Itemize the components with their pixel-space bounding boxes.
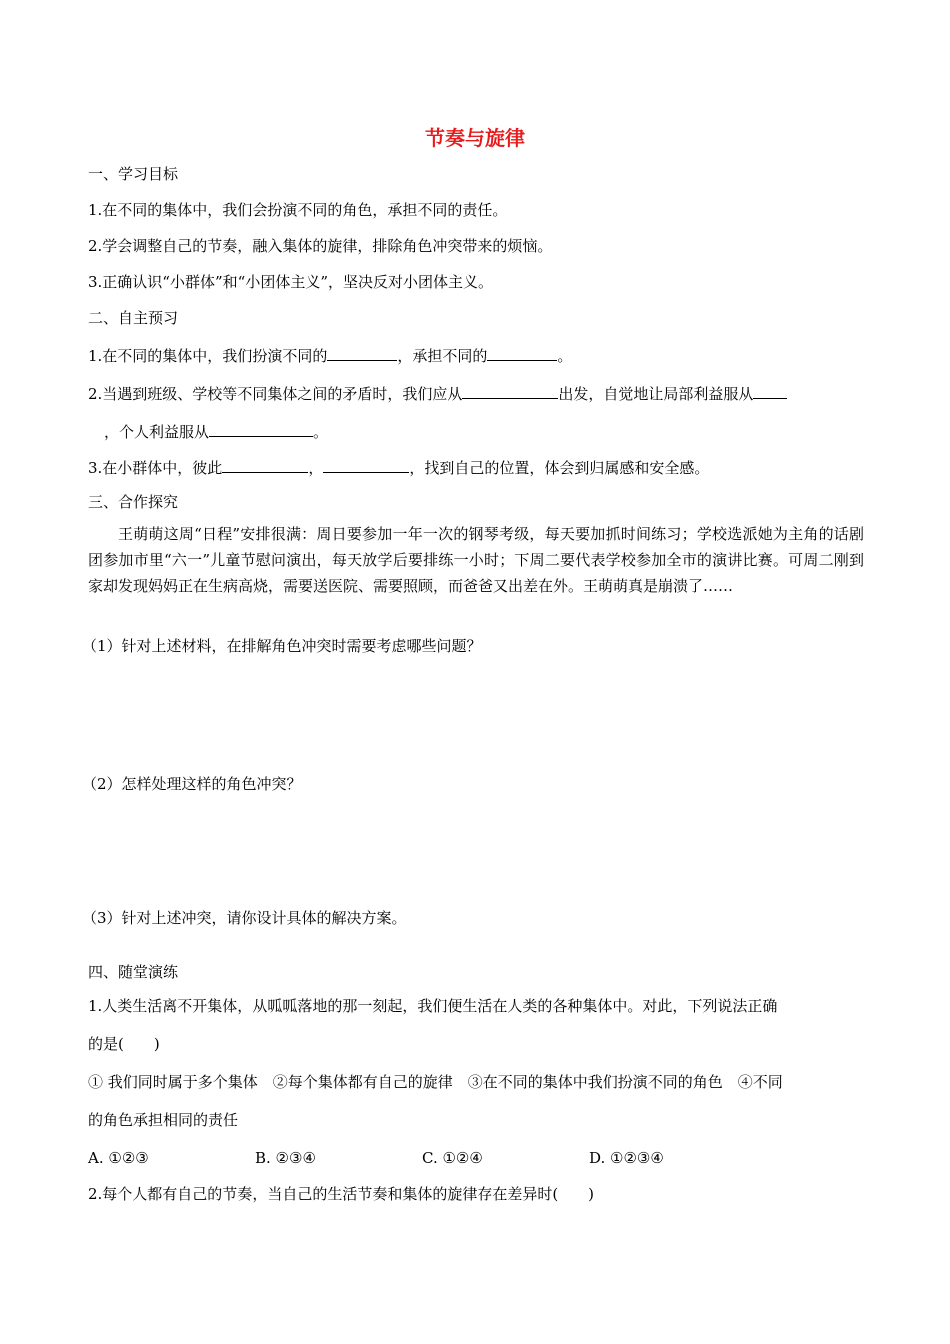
fill-blank[interactable] — [209, 420, 313, 437]
fill-blank[interactable] — [327, 344, 397, 361]
objective-item: 1.在不同的集体中，我们会扮演不同的角色，承担不同的责任。 — [88, 201, 508, 219]
section-heading-preview: 二、自主预习 — [88, 309, 179, 327]
question-text: ，个人利益服从 — [104, 423, 210, 441]
preview-question-3 — [88, 456, 709, 478]
fill-blank[interactable] — [222, 456, 308, 473]
question-text: ， — [308, 459, 324, 477]
question-text: 出发，自觉地让局部利益服从 — [558, 385, 754, 403]
explore-question: （1）针对上述材料，在排解角色冲突时需要考虑哪些问题？ — [82, 637, 482, 655]
case-passage: 王萌萌这周“日程”安排很满：周日要参加一年一次的钢琴考级，每天要加抓时间练习；学校选派她为主角的话剧团参加市里“六一”儿童节慰问演出，每天放学后要排练一小时；下周二要代表学校参加全市的演讲比赛。可周二刚到家却发现妈妈正在生病高烧，需要送医院、需要照顾，而爸爸又出差在外。王萌萌真是崩溃了…… — [88, 525, 864, 595]
question-text: 。 — [313, 423, 329, 441]
option-d[interactable]: D. ①②③④ — [589, 1149, 664, 1167]
section-heading-explore: 三、合作探究 — [88, 493, 179, 511]
question-text: 3.在小群体中，彼此 — [88, 459, 223, 477]
practice-statements: ① 我们同时属于多个集体 ②每个集体都有自己的旋律 ③在不同的集体中我们扮演不同的角色 ④不同 — [88, 1073, 783, 1091]
question-text: 2.当遇到班级、学校等不同集体之间的矛盾时，我们应从 — [88, 385, 463, 403]
preview-question-1 — [88, 344, 572, 366]
question-text: 1.在不同的集体中，我们扮演不同的 — [88, 347, 328, 365]
question-text: ，承担不同的 — [397, 347, 488, 365]
preview-question-2-cont — [104, 420, 328, 442]
fill-blank[interactable] — [462, 382, 558, 399]
explore-question: （3）针对上述冲突，请你设计具体的解决方案。 — [82, 909, 407, 927]
practice-question-1-cont: 的是( ) — [88, 1035, 160, 1053]
answer-options — [88, 1148, 756, 1168]
fill-blank[interactable] — [753, 382, 787, 399]
practice-statements-cont: 的角色承担相同的责任 — [88, 1111, 239, 1129]
objective-item: 3.正确认识“小群体”和“小团体主义”，坚决反对小团体主义。 — [88, 273, 493, 291]
question-text: ，找到自己的位置，体会到归属感和安全感。 — [409, 459, 710, 477]
option-c[interactable]: C. ①②④ — [422, 1149, 483, 1167]
objective-item: 2.学会调整自己的节奏，融入集体的旋律，排除角色冲突带来的烦恼。 — [88, 237, 553, 255]
section-heading-objectives: 一、学习目标 — [88, 165, 179, 183]
question-text: 。 — [557, 347, 573, 365]
fill-blank[interactable] — [487, 344, 557, 361]
section-heading-practice: 四、随堂演练 — [88, 963, 179, 981]
practice-question-1: 1.人类生活离不开集体，从呱呱落地的那一刻起，我们便生活在人类的各种集体中。对此，下列说法正确 — [88, 997, 778, 1015]
preview-question-2 — [88, 382, 787, 404]
explore-question: （2）怎样处理这样的角色冲突？ — [82, 775, 302, 793]
practice-question-2: 2.每个人都有自己的节奏，当自己的生活节奏和集体的旋律存在差异时( ) — [88, 1185, 595, 1203]
option-b[interactable]: B. ②③④ — [255, 1149, 316, 1167]
page-title: 节奏与旋律 — [425, 126, 525, 150]
fill-blank[interactable] — [323, 456, 409, 473]
option-a[interactable]: A. ①②③ — [88, 1149, 149, 1167]
